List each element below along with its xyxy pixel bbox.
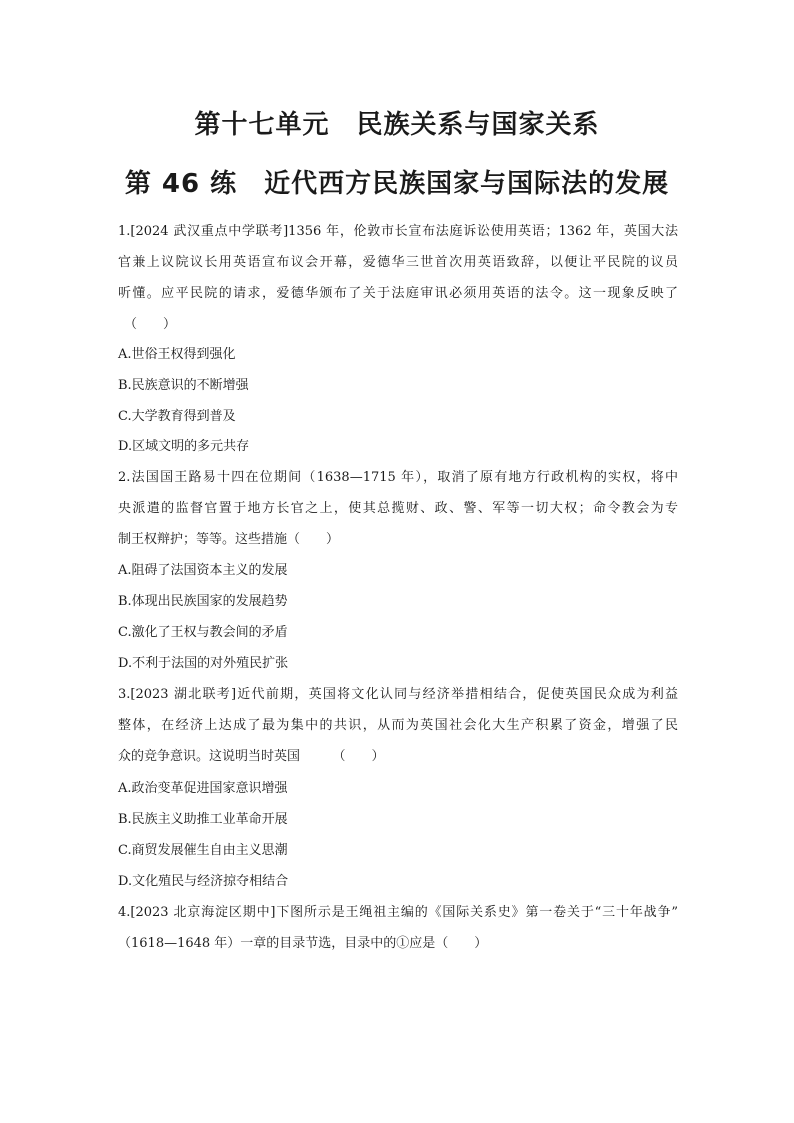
question-3-line-1: 3.[2023 湖北联考]近代前期，英国将文化认同与经济举措相结合，促使英国民众成为利益 <box>118 687 678 702</box>
question-4-line-1: 4.[2023 北京海淀区期中]下图所示是王绳祖主编的《国际关系史》第一卷关于“三十年战争” <box>118 905 678 920</box>
question-2-option-a: A.阻碍了法国资本主义的发展 <box>118 563 288 578</box>
question-3-line-3: 众的竞争意识。这说明当时英国 （ ） <box>118 749 385 764</box>
question-2-line-3: 制王权辩护；等等。这些措施（ ） <box>118 532 340 547</box>
question-3-option-d: D.文化殖民与经济掠夺相结合 <box>118 874 289 889</box>
question-3-line-2: 整体，在经济上达成了最为集中的共识，从而为英国社会化大生产积累了资金，增强了民 <box>118 718 678 733</box>
question-1-line-3: 听懂。应平民院的请求，爱德华颁布了关于法庭审讯必须用英语的法令。这一现象反映了 <box>118 286 678 301</box>
question-1-option-d: D.区域文明的多元共存 <box>118 439 250 454</box>
question-4-line-2: （1618—1648 年）一章的目录节选，目录中的①应是（ ） <box>118 936 488 951</box>
question-1-line-2: 官兼上议院议长用英语宣布议会开幕，爱德华三世首次用英语致辞，以便让平民院的议员 <box>118 255 678 270</box>
question-2-line-2: 央派遣的监督官置于地方长官之上，使其总揽财、政、警、军等一切大权；命令教会为专 <box>118 501 678 516</box>
unit-title: 第十七单元 民族关系与国家关系 <box>194 110 600 140</box>
question-3-option-c: C.商贸发展催生自由主义思潮 <box>118 843 288 858</box>
lesson-title: 第 46 练 近代西方民族国家与国际法的发展 <box>124 169 670 199</box>
question-1-answer-blank: （ ） <box>124 317 177 332</box>
question-2-option-b: B.体现出民族国家的发展趋势 <box>118 594 288 609</box>
question-2-line-1: 2.法国国王路易十四在位期间（1638—1715 年），取消了原有地方行政机构的实权，将中 <box>118 470 678 485</box>
question-3-option-b: B.民族主义助推工业革命开展 <box>118 812 288 827</box>
question-1-option-c: C.大学教育得到普及 <box>118 409 236 424</box>
question-1-line-1: 1.[2024 武汉重点中学联考]1356 年，伦敦市长宣布法庭诉讼使用英语；1362 年，英国大法 <box>118 224 678 239</box>
question-1-option-a: A.世俗王权得到强化 <box>118 347 236 362</box>
question-1-option-b: B.民族意识的不断增强 <box>118 378 249 393</box>
question-3-option-a: A.政治变革促进国家意识增强 <box>118 781 288 796</box>
question-2-option-c: C.激化了王权与教会间的矛盾 <box>118 625 288 640</box>
question-2-option-d: D.不利于法国的对外殖民扩张 <box>118 656 289 671</box>
